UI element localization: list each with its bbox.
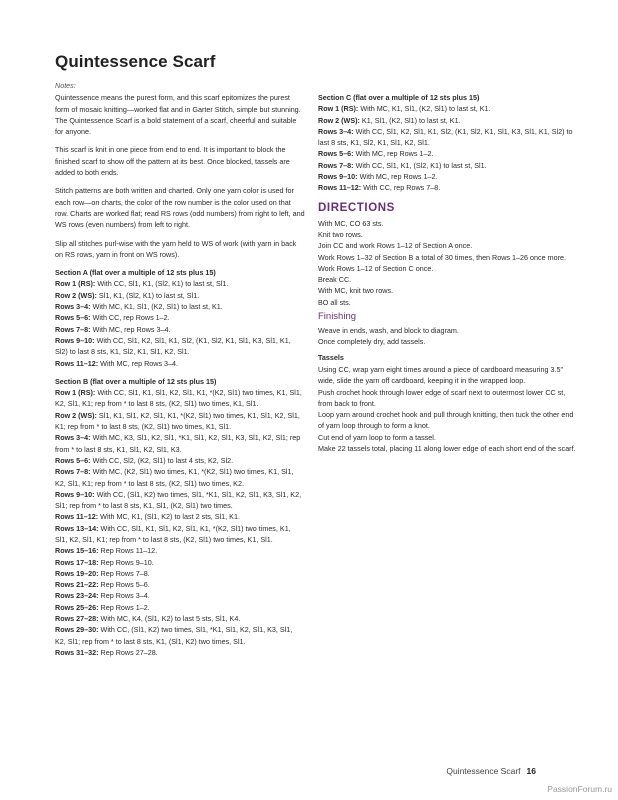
pattern-row [55, 432, 305, 455]
pattern-row [55, 455, 305, 466]
pattern-row [318, 115, 580, 126]
tassels-line: Using CC, wrap yarn eight times around a piece of cardboard measuring 3.5" wide, slide the yarn off cardboard, keeping it in the wrapped loop. [318, 364, 564, 386]
row-label: Rows 9–10: [318, 172, 358, 182]
row-label: Row 2 (WS): [55, 410, 97, 420]
row-text: With CC, Sl1, K1, Sl1, K2, Sl1, K1, *(K2, Sl1) two times, K1, Sl1, K2, Sl1, K1; rep from * to last 8 sts, (K2, Sl1) two times, K1, Sl1. [55, 388, 302, 409]
section-a-heading: Section A (flat over a multiple of 12 sts plus 15) [55, 268, 216, 278]
tassels-line: Cut end of yarn loop to form a tassel. [318, 432, 436, 442]
row-text: With CC, Sl1, K2, Sl1, K1, Sl2, (K1, Sl2, K1, Sl1, K3, Sl1, K1, Sl2) to last 8 sts, K1, Sl2, K1, Sl1, K2, Sl1. [318, 126, 573, 148]
row-text: With CC, Sl1, K1, (Sl2, K1) to last st, Sl1. [355, 160, 487, 170]
pattern-row [55, 466, 305, 489]
row-label: Row 1 (RS): [55, 388, 96, 398]
notes-paragraph: Quintessence means the purest form, and this scarf epitomizes the purest form of mosaic knitting—worked flat and in Garter Stitch, simple but stunning. The Quintessence Scarf is a bold statement of a scarf, cheerful and suitable for anyone. [55, 93, 301, 137]
row-label: Row 1 (RS): [318, 104, 359, 114]
row-text: With CC, rep Rows 7–8. [363, 183, 441, 193]
row-label: Rows 23–24: [55, 591, 99, 601]
left-column [55, 80, 305, 665]
pattern-row [55, 489, 305, 512]
pattern-row [55, 511, 305, 522]
row-text: With CC, Sl1, K1, (Sl2, K1) to last st, Sl1. [97, 279, 229, 289]
row-text: With MC, K4, (Sl1, K2) to last 5 sts, Sl1, K4. [100, 614, 241, 624]
row-label: Rows 27–28: [55, 614, 99, 624]
directions-line: Break CC. [318, 275, 352, 285]
row-label: Rows 11–12: [55, 512, 99, 522]
pattern-row [55, 523, 305, 546]
section-a [55, 267, 305, 369]
tassels-list [318, 364, 580, 454]
directions-line: BO all sts. [318, 297, 351, 307]
row-label: Rows 7–8: [55, 324, 91, 334]
pattern-row [318, 126, 580, 149]
directions-line: Knit two rows. [318, 229, 363, 239]
notes-paragraph: Slip all stitches purl-wise with the yarn held to WS of work (with yarn in back on RS rows, yarn in front on WS rows). [55, 238, 297, 259]
directions-line: Work Rows 1–12 of Section C once. [318, 263, 434, 273]
row-text: With CC, (Sl1, K2) two times, Sl1, *K1, Sl1, K2, Sl1, K3, Sl1, K2, Sl1; rep from * to last 8 sts, K1, Sl1, (K2, Sl1) two times. [55, 489, 302, 511]
row-text: With CC, rep Rows 1–2. [92, 313, 170, 323]
row-text: Rep Rows 7–8. [100, 568, 150, 578]
directions-line: Join CC and work Rows 1–12 of Section A once. [318, 241, 473, 251]
row-label: Rows 11–12: [55, 358, 99, 368]
row-label: Rows 5–6: [55, 313, 91, 323]
row-text: With MC, K1, Sl1, (K2, Sl1) to last st, K1. [360, 104, 491, 114]
pattern-row [55, 324, 305, 335]
row-label: Row 2 (WS): [318, 115, 360, 125]
row-text: With MC, K1, (Sl1, K2) to last 2 sts, Sl1, K1. [100, 512, 240, 522]
tassels-heading: Tassels [318, 352, 344, 362]
directions-line: With MC, CO 63 sts. [318, 218, 384, 228]
pattern-row [55, 358, 305, 369]
pattern-row [55, 335, 305, 358]
row-label: Rows 11–12: [318, 183, 362, 193]
row-text: With MC, K1, Sl1, (K2, Sl1) to last st, K1. [92, 302, 223, 312]
row-text: Rep Rows 3–4. [100, 591, 150, 601]
notes-paragraph: Stitch patterns are both written and charted. Only one yarn color is used for each row—on charts, the color of the row number is the color used on that row. Charts are worked flat; read RS rows (odd numbers) from right to left, and WS rows (even numbers) from left to right. [55, 186, 305, 230]
pattern-row [318, 148, 580, 159]
pattern-row [55, 579, 305, 590]
row-label: Rows 21–22: [55, 580, 99, 590]
row-label: Row 2 (WS): [55, 290, 97, 300]
row-label: Rows 3–4: [55, 302, 91, 312]
row-text: With MC, rep Rows 3–4. [92, 324, 171, 334]
tassels-line: Make 22 tassels total, placing 11 along lower edge of each short end of the scarf. [318, 444, 576, 454]
row-text: Sl1, K1, Sl1, K2, Sl1, K1, *(K2, Sl1) two times, K1, Sl1, K2, Sl1, K1; rep from * to last 8 sts, (K2, Sl1) two times, K1, Sl1. [55, 410, 300, 432]
row-label: Rows 5–6: [318, 149, 354, 159]
row-text: With CC, (Sl1, K2) two times, Sl1, *K1, Sl1, K2, Sl1, K3, Sl1, K2, Sl1; rep from * to last 8 sts, K1, (Sl1, K2) two times, Sl1. [55, 625, 293, 646]
row-text: With CC, Sl2, (K2, Sl1) to last 4 sts, K2, Sl2. [92, 455, 234, 465]
row-text: K1, Sl1, (K2, Sl1) to last st, K1. [361, 115, 461, 125]
row-text: Rep Rows 9–10. [100, 557, 154, 567]
finishing-line: Once completely dry, add tassels. [318, 337, 426, 347]
row-label: Rows 5–6: [55, 455, 91, 465]
row-text: Rep Rows 1–2. [100, 602, 150, 612]
page-number: 16 [526, 766, 536, 776]
row-label: Rows 31–32: [55, 647, 99, 657]
pattern-row [55, 624, 305, 647]
pattern-row [55, 545, 305, 556]
row-text: Rep Rows 11–12. [100, 546, 158, 556]
pattern-row [55, 290, 305, 301]
row-label: Rows 19–20: [55, 568, 99, 578]
row-text: With MC, rep Rows 3–4. [100, 358, 179, 368]
tassels-line: Loop yarn around crochet hook and pull through knitting, then tuck the other end of yarn loop through to form a knot. [318, 410, 574, 431]
pattern-row [55, 301, 305, 312]
row-label: Rows 3–4: [55, 433, 91, 443]
pattern-row [55, 278, 305, 289]
finishing-heading: Finishing [318, 311, 357, 323]
row-label: Row 1 (RS): [55, 279, 96, 289]
notes-label: Notes: [55, 81, 76, 90]
pattern-row [55, 410, 305, 433]
section-c [318, 92, 580, 194]
row-text: With MC, (K2, Sl1) two times, K1, *(K2, Sl1) two times, K1, Sl1, K2, Sl1, K1; rep from * to last 8 sts, (K2, Sl1) two times, K2. [55, 467, 294, 488]
row-text: Rep Rows 5–6. [100, 580, 150, 590]
row-text: With CC, Sl1, K1, Sl1, K2, Sl1, K1, *(K2, Sl1) two times, K1, Sl1, K2, Sl1, K1; rep from * to last 8 sts, (K2, Sl1) two times, K1, Sl1. [55, 523, 291, 544]
running-title: Quintessence Scarf [446, 766, 521, 776]
row-text: With MC, K3, Sl1, K2, Sl1, *K1, Sl1, K2, Sl1, K3, Sl1, K2, Sl1; rep from * to last 8 sts, K1, Sl1, K2, Sl1, K3. [55, 433, 301, 454]
row-label: Rows 9–10: [55, 335, 95, 345]
row-label: Rows 25–26: [55, 602, 99, 612]
row-label: Rows 3–4: [318, 126, 354, 136]
row-label: Rows 17–18: [55, 557, 99, 567]
row-label: Rows 7–8: [318, 160, 354, 170]
section-b-heading: Section B (flat over a multiple of 12 sts plus 15) [55, 376, 217, 386]
section-c-heading: Section C (flat over a multiple of 12 sts plus 15) [318, 93, 480, 102]
row-text: Sl1, K1, (Sl2, K1) to last st, Sl1. [98, 290, 200, 300]
row-label: Rows 13–14: [55, 523, 99, 533]
pattern-row [55, 613, 305, 624]
directions-heading: DIRECTIONS [318, 201, 395, 214]
pattern-row [55, 312, 305, 323]
finishing-list [318, 325, 580, 348]
pattern-row [318, 182, 580, 193]
directions-line: Work Rows 1–32 of Section B a total of 30 times, then Rows 1–26 once more. [318, 252, 566, 262]
pattern-row [55, 647, 305, 658]
row-text: With MC, rep Rows 1–2. [359, 172, 438, 182]
row-text: With CC, Sl1, K2, Sl1, K1, Sl2, (K1, Sl2, K1, Sl1, K3, Sl1, K1, Sl2) to last 8 sts, K1, Sl2, K1, Sl1, K2, Sl1. [55, 335, 291, 357]
watermark: PassionForum.ru [547, 784, 612, 794]
pattern-row [318, 171, 580, 182]
notes-paragraph: This scarf is knit in one piece from end to end. It is important to block the finished scarf to show off the pattern at its best. Once blocked, tassels are added to both ends. [55, 145, 290, 178]
right-column [318, 92, 580, 454]
pattern-row [318, 160, 580, 171]
page-title: Quintessence Scarf [55, 52, 216, 71]
directions-list [318, 218, 580, 308]
pattern-row [55, 568, 305, 579]
pattern-row [318, 103, 580, 114]
row-text: With MC, rep Rows 1–2. [355, 149, 434, 159]
finishing-line: Weave in ends, wash, and block to diagram. [318, 326, 459, 336]
row-label: Rows 15–16: [55, 546, 99, 556]
pattern-row [55, 557, 305, 568]
section-b [55, 376, 305, 658]
page-footer [446, 766, 536, 776]
row-text: Rep Rows 27–28. [100, 647, 158, 657]
pattern-row [55, 387, 305, 410]
row-label: Rows 7–8: [55, 467, 91, 477]
row-label: Rows 9–10: [55, 489, 95, 499]
row-label: Rows 29–30: [55, 625, 99, 635]
directions-line: With MC, knit two rows. [318, 286, 394, 296]
tassels-line: Push crochet hook through lower edge of scarf next to outermost lower CC st, from back to front. [318, 387, 566, 408]
pattern-row [55, 590, 305, 601]
pattern-row [55, 602, 305, 613]
